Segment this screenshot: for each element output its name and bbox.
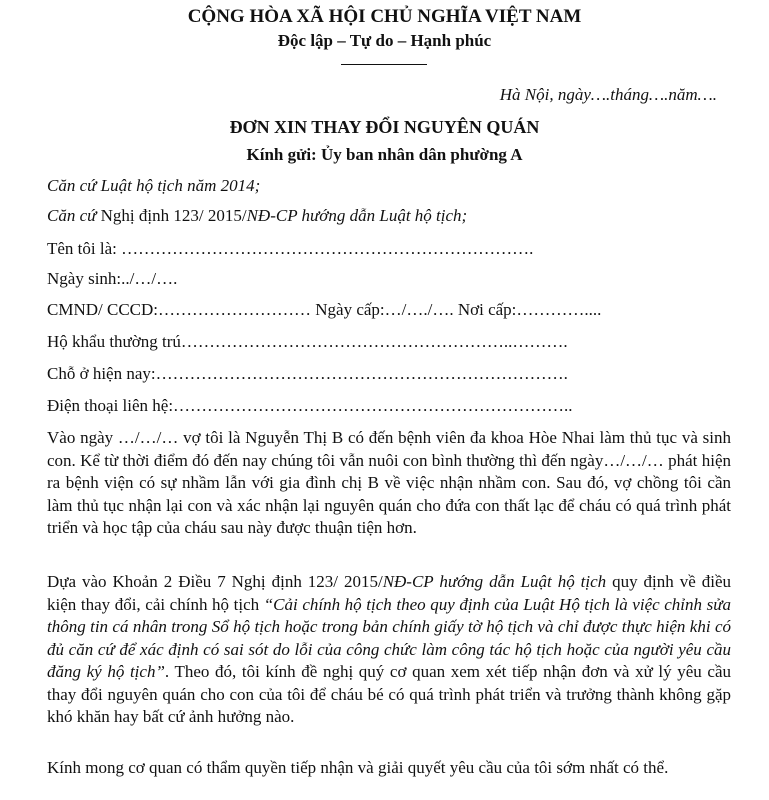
legal-basis-2-suffix: NĐ-CP hướng dẫn Luật hộ tịch; bbox=[246, 206, 468, 225]
para2-part-a: Dựa vào Khoản 2 Điều 7 Nghị định 123/ 2015/ bbox=[47, 572, 383, 591]
field-residence[interactable]: Chỗ ở hiện nay:………………………………………………………………. bbox=[47, 364, 568, 383]
field-household[interactable]: Hộ khẩu thường trú…………………………………………………..………. bbox=[47, 332, 568, 351]
place-date: Hà Nội, ngày….tháng….năm…. bbox=[499, 85, 717, 104]
field-dob[interactable]: Ngày sinh:../…/…. bbox=[47, 269, 178, 288]
national-title: CỘNG HÒA XÃ HỘI CHỦ NGHĨA VIỆT NAM bbox=[187, 6, 582, 27]
body-paragraph-3: Kính mong cơ quan có thẩm quyền tiếp nhận và giải quyết yêu cầu của tôi sớm nhất có thể. bbox=[47, 758, 669, 777]
legal-basis-2-decree: Nghị định 123/ 2015/ bbox=[100, 206, 247, 225]
legal-basis-1: Căn cứ Luật hộ tịch năm 2014; bbox=[47, 176, 261, 195]
para2-part-c: quy định về điều kiện thay đổi, cải chính hộ tịch bbox=[47, 572, 731, 614]
field-id-card[interactable]: CMND/ CCCD:……………………… Ngày cấp:…/…./…. Nơi cấp:………….... bbox=[47, 300, 602, 319]
legal-basis-2 bbox=[47, 206, 467, 226]
body-paragraph-1: Vào ngày …/…/… vợ tôi là Nguyễn Thị B có đến bệnh viên đa khoa Hòe Nhai làm thủ tục và sinh con. Kể từ thời điểm đó đến nay chúng tôi vẫn nuôi con bình thường thì đến ngày…/…/… phát hiện ra bệnh viện có sự nhầm lẫn với gia đình chị B về việc nhận nhầm con. Sau đó, vợ chồng tôi cần làm thủ tục nhận lại con và xác nhận lại nguyên quán cho đứa con thất lạc để cháu có quá trình phát triển và học tập của cháu sau này được thuận tiện hơn. bbox=[47, 428, 731, 537]
para2-decree: NĐ-CP hướng dẫn Luật hộ tịch bbox=[382, 572, 607, 591]
recipient-line: Kính gửi: Ủy ban nhân dân phường A bbox=[246, 145, 523, 164]
document-title: ĐƠN XIN THAY ĐỔI NGUYÊN QUÁN bbox=[229, 117, 540, 137]
para2-quote: “Cải chính hộ tịch theo quy định của Luật Hộ tịch là việc chỉnh sửa thông tin cá nhân trong Sổ hộ tịch hoặc trong bản chính giấy tờ hộ tịch và chỉ được thực hiện khi có đủ căn cứ để xác định có sai sót do lỗi của công chức làm công tác hộ tịch hoặc của người yêu cầu đăng ký hộ tịch” bbox=[47, 594, 732, 681]
body-paragraph-2 bbox=[47, 571, 731, 729]
legal-basis-2-prefix: Căn cứ bbox=[47, 206, 101, 225]
national-motto: Độc lập – Tự do – Hạnh phúc bbox=[277, 31, 492, 50]
para2-part-d: . Theo đó, tôi kính đề nghị quý cơ quan xem xét tiếp nhận đơn và xử lý yêu cầu thay đổi nguyên quán cho con của tôi để cháu bé có quá trình phát triển và trưởng thành không gặp khó khăn hay bất cứ ảnh hưởng nào. bbox=[47, 662, 731, 726]
field-phone[interactable]: Điện thoại liên hệ:…………………………………………………………….. bbox=[47, 396, 573, 415]
header-divider bbox=[341, 64, 427, 65]
field-name[interactable]: Tên tôi là: ………………………………………………………………. bbox=[47, 239, 534, 258]
